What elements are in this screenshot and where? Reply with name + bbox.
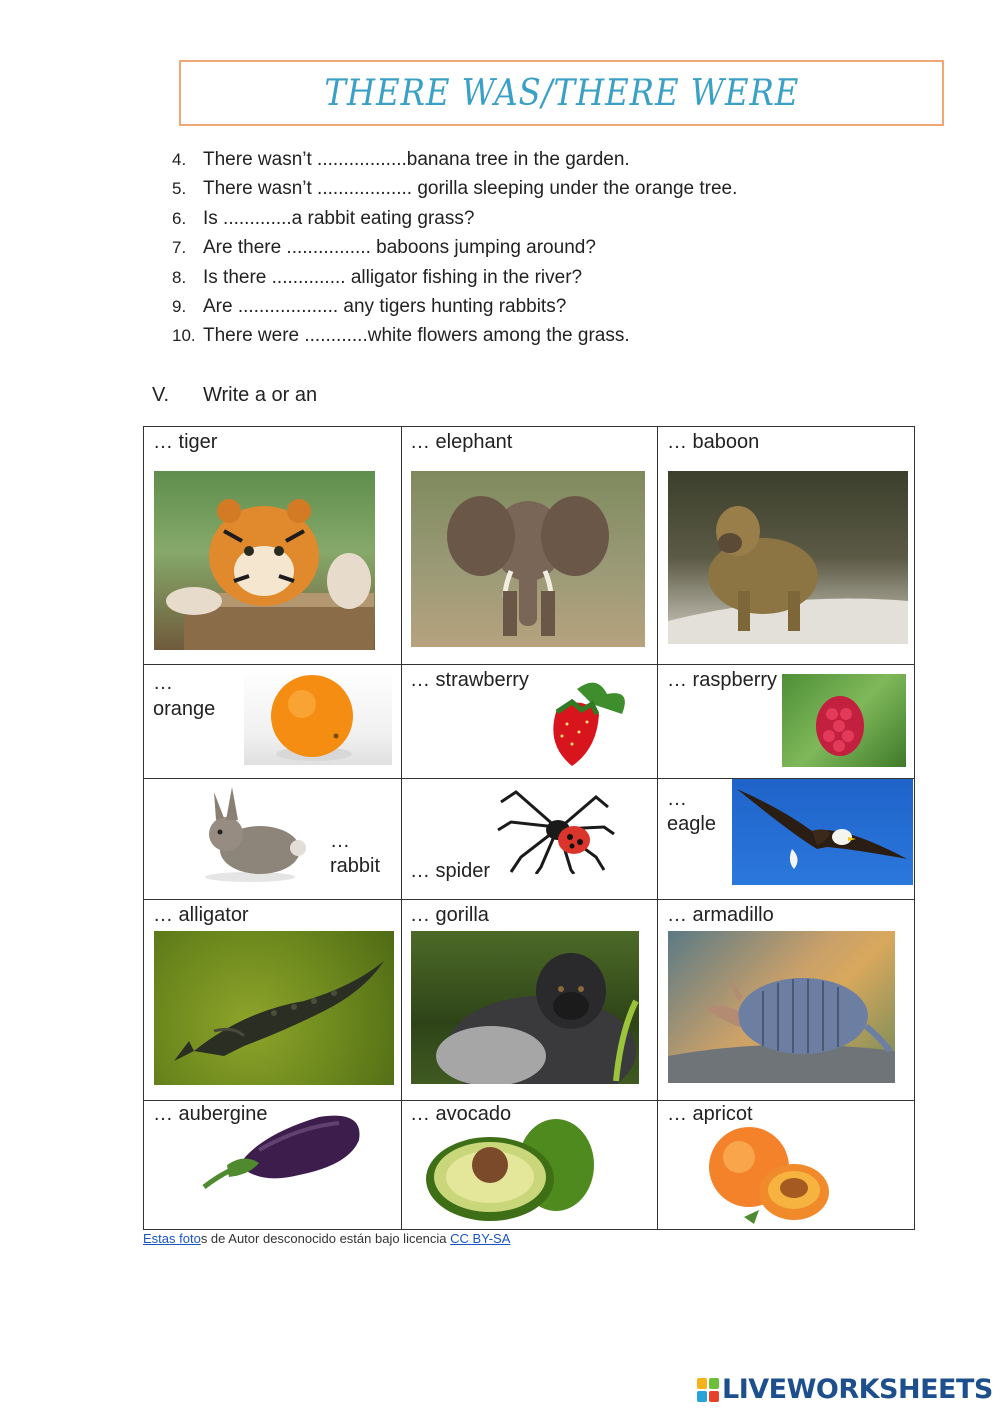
exercise-item xyxy=(172,325,630,347)
exercise-number: 9. xyxy=(172,297,187,316)
orange-image xyxy=(244,668,392,765)
exercise-text: There were ............white flowers among the grass. xyxy=(203,325,630,346)
label-orange: orange xyxy=(153,698,216,720)
label-elephant: … elephant xyxy=(410,431,513,453)
gorilla-image xyxy=(411,931,639,1084)
raspberry-image xyxy=(782,674,906,767)
exercise-number: 7. xyxy=(172,238,187,257)
grid-divider xyxy=(144,1100,914,1101)
label-aubergine: … aubergine xyxy=(153,1103,268,1125)
baboon-image xyxy=(668,471,908,644)
exercise-text: Is .............a rabbit eating grass? xyxy=(203,208,475,229)
label-spider: … spider xyxy=(410,860,491,882)
alligator-image xyxy=(154,931,394,1085)
grid-divider xyxy=(401,427,402,1229)
exercise-text: Are ................... any tigers hunting rabbits? xyxy=(203,296,567,317)
strawberry-image xyxy=(537,674,637,770)
grid-divider xyxy=(657,427,658,1229)
avocado-image xyxy=(424,1117,599,1227)
label-strawberry: … strawberry xyxy=(410,669,529,691)
exercise-number: 4. xyxy=(172,150,187,169)
section-heading xyxy=(152,384,317,407)
armadillo-image xyxy=(668,931,895,1083)
spider-image xyxy=(496,782,616,874)
logo-text: LIVEWORKSHEETS xyxy=(722,1374,993,1405)
section-instruction: Write a or an xyxy=(203,384,318,406)
exercise-text: Are there ................ baboons jumping around? xyxy=(203,237,596,258)
exercise-text: Is there .............. alligator fishing in the river? xyxy=(203,267,583,288)
exercise-item xyxy=(172,178,737,200)
animals-grid xyxy=(143,426,915,1230)
logo-icon xyxy=(697,1378,719,1402)
exercise-item xyxy=(172,237,596,259)
exercise-number: 6. xyxy=(172,209,187,228)
apricot-image xyxy=(704,1122,834,1227)
photo-credit xyxy=(143,1231,510,1246)
label-orange-dots: … xyxy=(153,672,173,694)
aubergine-image xyxy=(199,1105,369,1195)
label-avocado: … avocado xyxy=(410,1103,512,1125)
label-tiger: … tiger xyxy=(153,431,218,453)
label-raspberry: … raspberry xyxy=(667,669,778,691)
title-box xyxy=(179,60,944,126)
label-apricot: … apricot xyxy=(667,1103,753,1125)
exercise-text: There wasn’t .................banana tree in the garden. xyxy=(203,149,630,170)
liveworksheets-logo xyxy=(697,1374,993,1405)
label-armadillo: … armadillo xyxy=(667,904,774,926)
credit-text: s de Autor desconocido están bajo licencia xyxy=(200,1231,451,1246)
label-eagle-dots: … xyxy=(667,788,687,810)
label-gorilla: … gorilla xyxy=(410,904,489,926)
exercise-item xyxy=(172,149,630,171)
elephant-image xyxy=(411,471,645,647)
section-numeral: V. xyxy=(152,384,170,406)
eagle-image xyxy=(732,779,913,885)
label-alligator: … alligator xyxy=(153,904,249,926)
grid-divider xyxy=(144,664,914,665)
exercise-number: 8. xyxy=(172,268,187,287)
exercise-number: 10. xyxy=(172,326,196,345)
label-rabbit: rabbit xyxy=(330,855,381,877)
credit-link-license[interactable]: CC BY-SA xyxy=(450,1231,511,1246)
credit-link-photos[interactable]: Estas foto xyxy=(143,1231,201,1246)
grid-divider xyxy=(144,899,914,900)
exercise-text: There wasn’t .................. gorilla sleeping under the orange tree. xyxy=(203,178,738,199)
tiger-image xyxy=(154,471,375,650)
label-baboon: … baboon xyxy=(667,431,760,453)
exercise-item xyxy=(172,208,474,230)
rabbit-image xyxy=(190,782,316,884)
label-eagle: eagle xyxy=(667,813,716,835)
worksheet-title: THERE WAS/THERE WERE xyxy=(324,72,799,114)
label-rabbit-dots: … xyxy=(330,830,350,852)
exercise-item xyxy=(172,296,566,318)
exercise-number: 5. xyxy=(172,179,187,198)
exercise-item xyxy=(172,267,582,289)
